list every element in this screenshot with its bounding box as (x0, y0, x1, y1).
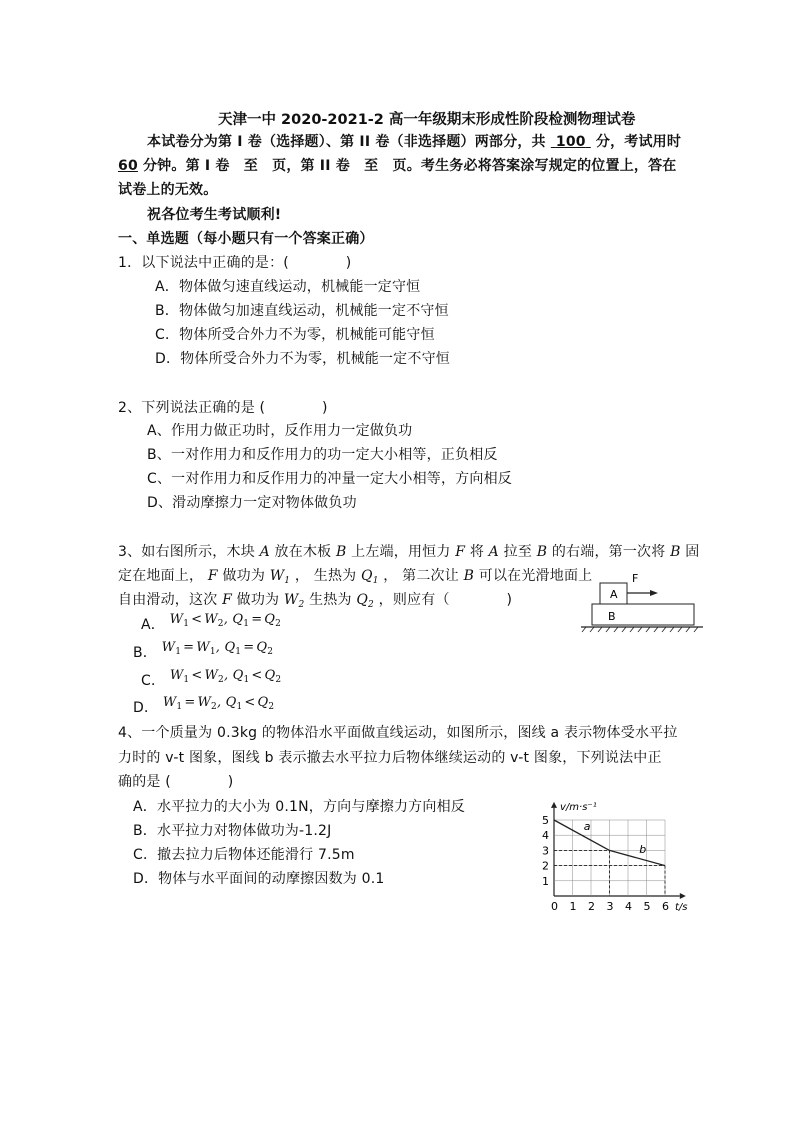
x-tick-label: 5 (643, 900, 651, 913)
formula: $W_1 < W_2$, $Q_1 = Q_2$ (169, 612, 282, 629)
var-b: B (336, 544, 347, 560)
intro-text: 分钟。第 I 卷 至 页，第 II 卷 至 页。考生务必将答案涂写规定的位置上，答在 (142, 158, 677, 174)
force-label: F (632, 572, 639, 585)
q2-option-b[interactable]: B、一对作用力和反作用力的功一定大小相等，正负相反 (147, 447, 498, 463)
exam-title: 天津一中 2020-2021-2 高一年级期末形成性阶段检测物理试卷 (218, 112, 636, 128)
formula: $W_1 = W_1$, $Q_1 = Q_2$ (161, 640, 274, 657)
x-axis-label: t/s (675, 902, 688, 913)
q1-option-a[interactable]: A．物体做匀速直线运动，机械能一定守恒 (155, 279, 421, 295)
y-tick-label: 5 (542, 814, 549, 827)
q4-option-a[interactable]: A．水平拉力的大小为 0.1N，方向与摩擦力方向相反 (133, 799, 465, 815)
intro-text: 本试卷分为第 I 卷（选择题）、第 II 卷（非选择题）两部分，共 (147, 134, 546, 150)
y-axis-label: v/m·s⁻¹ (560, 801, 597, 813)
var-b: B (670, 544, 681, 560)
q4-line-3: 确的是 ( ) (118, 774, 234, 790)
plank-b-label: B (608, 610, 616, 623)
q3-line-2: 定在地面上， F 做功为 $W_1$ ， 生热为 $Q_1$ ， 第二次让 B 可以在光滑地面上 (118, 568, 593, 586)
formula: $W_1 < W_2$, $Q_1 < Q_2$ (169, 668, 282, 685)
q3-option-b[interactable]: B． $W_1 = W_1$, $Q_1 = Q_2$ (133, 640, 274, 661)
var-q1: $Q_1$ (361, 568, 379, 586)
intro-line-3: 试卷上的无效。 (118, 182, 218, 198)
y-axis-arrow (551, 802, 557, 808)
intro-line-2 (118, 155, 677, 175)
y-tick-label: 2 (542, 859, 549, 873)
var-w1: $W_1$ (269, 568, 291, 586)
series-label-b: b (639, 843, 647, 856)
intro-text: 分，考试用时 (595, 134, 682, 150)
q4-option-c[interactable]: C．撤去拉力后物体还能滑行 7.5m (133, 847, 355, 863)
formula: $W_1 = W_2$, $Q_1 < Q_2$ (162, 695, 275, 712)
var-f: F (455, 544, 466, 560)
total-score: 100 (555, 134, 586, 150)
y-tick-label: 1 (542, 874, 549, 888)
q1-stem: 1．以下说法中正确的是：( ) (118, 255, 352, 271)
x-tick-label: 2 (588, 900, 595, 913)
q4-option-b[interactable]: B．水平拉力对物体做功为-1.2J (133, 823, 332, 839)
series-label-a: a (583, 820, 591, 834)
q1-option-b[interactable]: B．物体做匀加速直线运动，机械能一定不守恒 (155, 303, 449, 319)
var-w2: $W_2$ (283, 592, 305, 610)
var-f: F (207, 568, 218, 584)
x-tick-label: 4 (625, 900, 632, 913)
q2-option-a[interactable]: A、作用力做正功时，反作用力一定做负功 (147, 423, 413, 439)
q2-stem: 2、下列说法正确的是 ( ) (118, 400, 328, 416)
q4-line-1: 4、一个质量为 0.3kg 的物体沿水平面做直线运动，如图所示，图线 a 表示物体受水平拉 (118, 725, 678, 741)
q3-option-c[interactable]: C． $W_1 < W_2$, $Q_1 < Q_2$ (141, 668, 282, 689)
series-line-b (610, 850, 666, 865)
q3-option-a[interactable]: A． $W_1 < W_2$, $Q_1 = Q_2$ (141, 612, 282, 633)
x-axis-arrow (680, 893, 686, 899)
q1-option-c[interactable]: C．物体所受合外力不为零，机械能可能守恒 (155, 327, 435, 343)
var-q2: $Q_2$ (356, 592, 374, 610)
var-b: B (463, 568, 475, 584)
q2-option-c[interactable]: C、一对作用力和反作用力的冲量一定大小相等，方向相反 (147, 471, 512, 487)
var-a: A (259, 544, 270, 560)
force-arrow-head (650, 590, 658, 596)
q3-line-1: 3、如右图所示，木块 A 放在木板 B 上左端，用恒力 F 将 A 拉至 B 的右端，第一次将 B 固 (118, 544, 700, 560)
q4-option-d[interactable]: D．物体与水平面间的动摩擦因数为 0.1 (133, 871, 385, 887)
block-a-label: A (610, 588, 618, 601)
x-tick-label: 3 (606, 900, 614, 913)
ground-hatch (582, 627, 698, 632)
vt-chart (532, 794, 702, 920)
x-tick-label: 6 (662, 900, 669, 913)
var-a: A (488, 544, 499, 560)
y-tick-label: 4 (542, 829, 549, 843)
q2-option-d[interactable]: D、滑动摩擦力一定对物体做负功 (147, 495, 357, 511)
x-tick-label: 1 (569, 900, 577, 913)
q1-option-d[interactable]: D．物体所受合外力不为零，机械能一定不守恒 (155, 351, 450, 367)
x-tick-label: 0 (551, 900, 558, 913)
wish-line: 祝各位考生考试顺利! (147, 207, 282, 223)
q3-option-d[interactable]: D． $W_1 = W_2$, $Q_1 < Q_2$ (133, 695, 275, 716)
var-f: F (222, 592, 232, 608)
section-heading: 一、单选题（每小题只有一个答案正确） (118, 231, 374, 247)
var-b: B (536, 544, 548, 560)
intro-line-1 (147, 131, 681, 151)
q3-line-3: 自由滑动，这次 F 做功为 $W_2$ 生热为 $Q_2$ ，则应有（ ) (118, 592, 513, 610)
q4-line-2: 力时的 v-t 图象，图线 b 表示撤去水平拉力后物体继续运动的 v-t 图象，下列说法中正 (118, 750, 662, 766)
block-plank-figure (578, 568, 708, 634)
y-tick-label: 3 (542, 844, 549, 858)
exam-minutes: 60 (118, 158, 138, 174)
